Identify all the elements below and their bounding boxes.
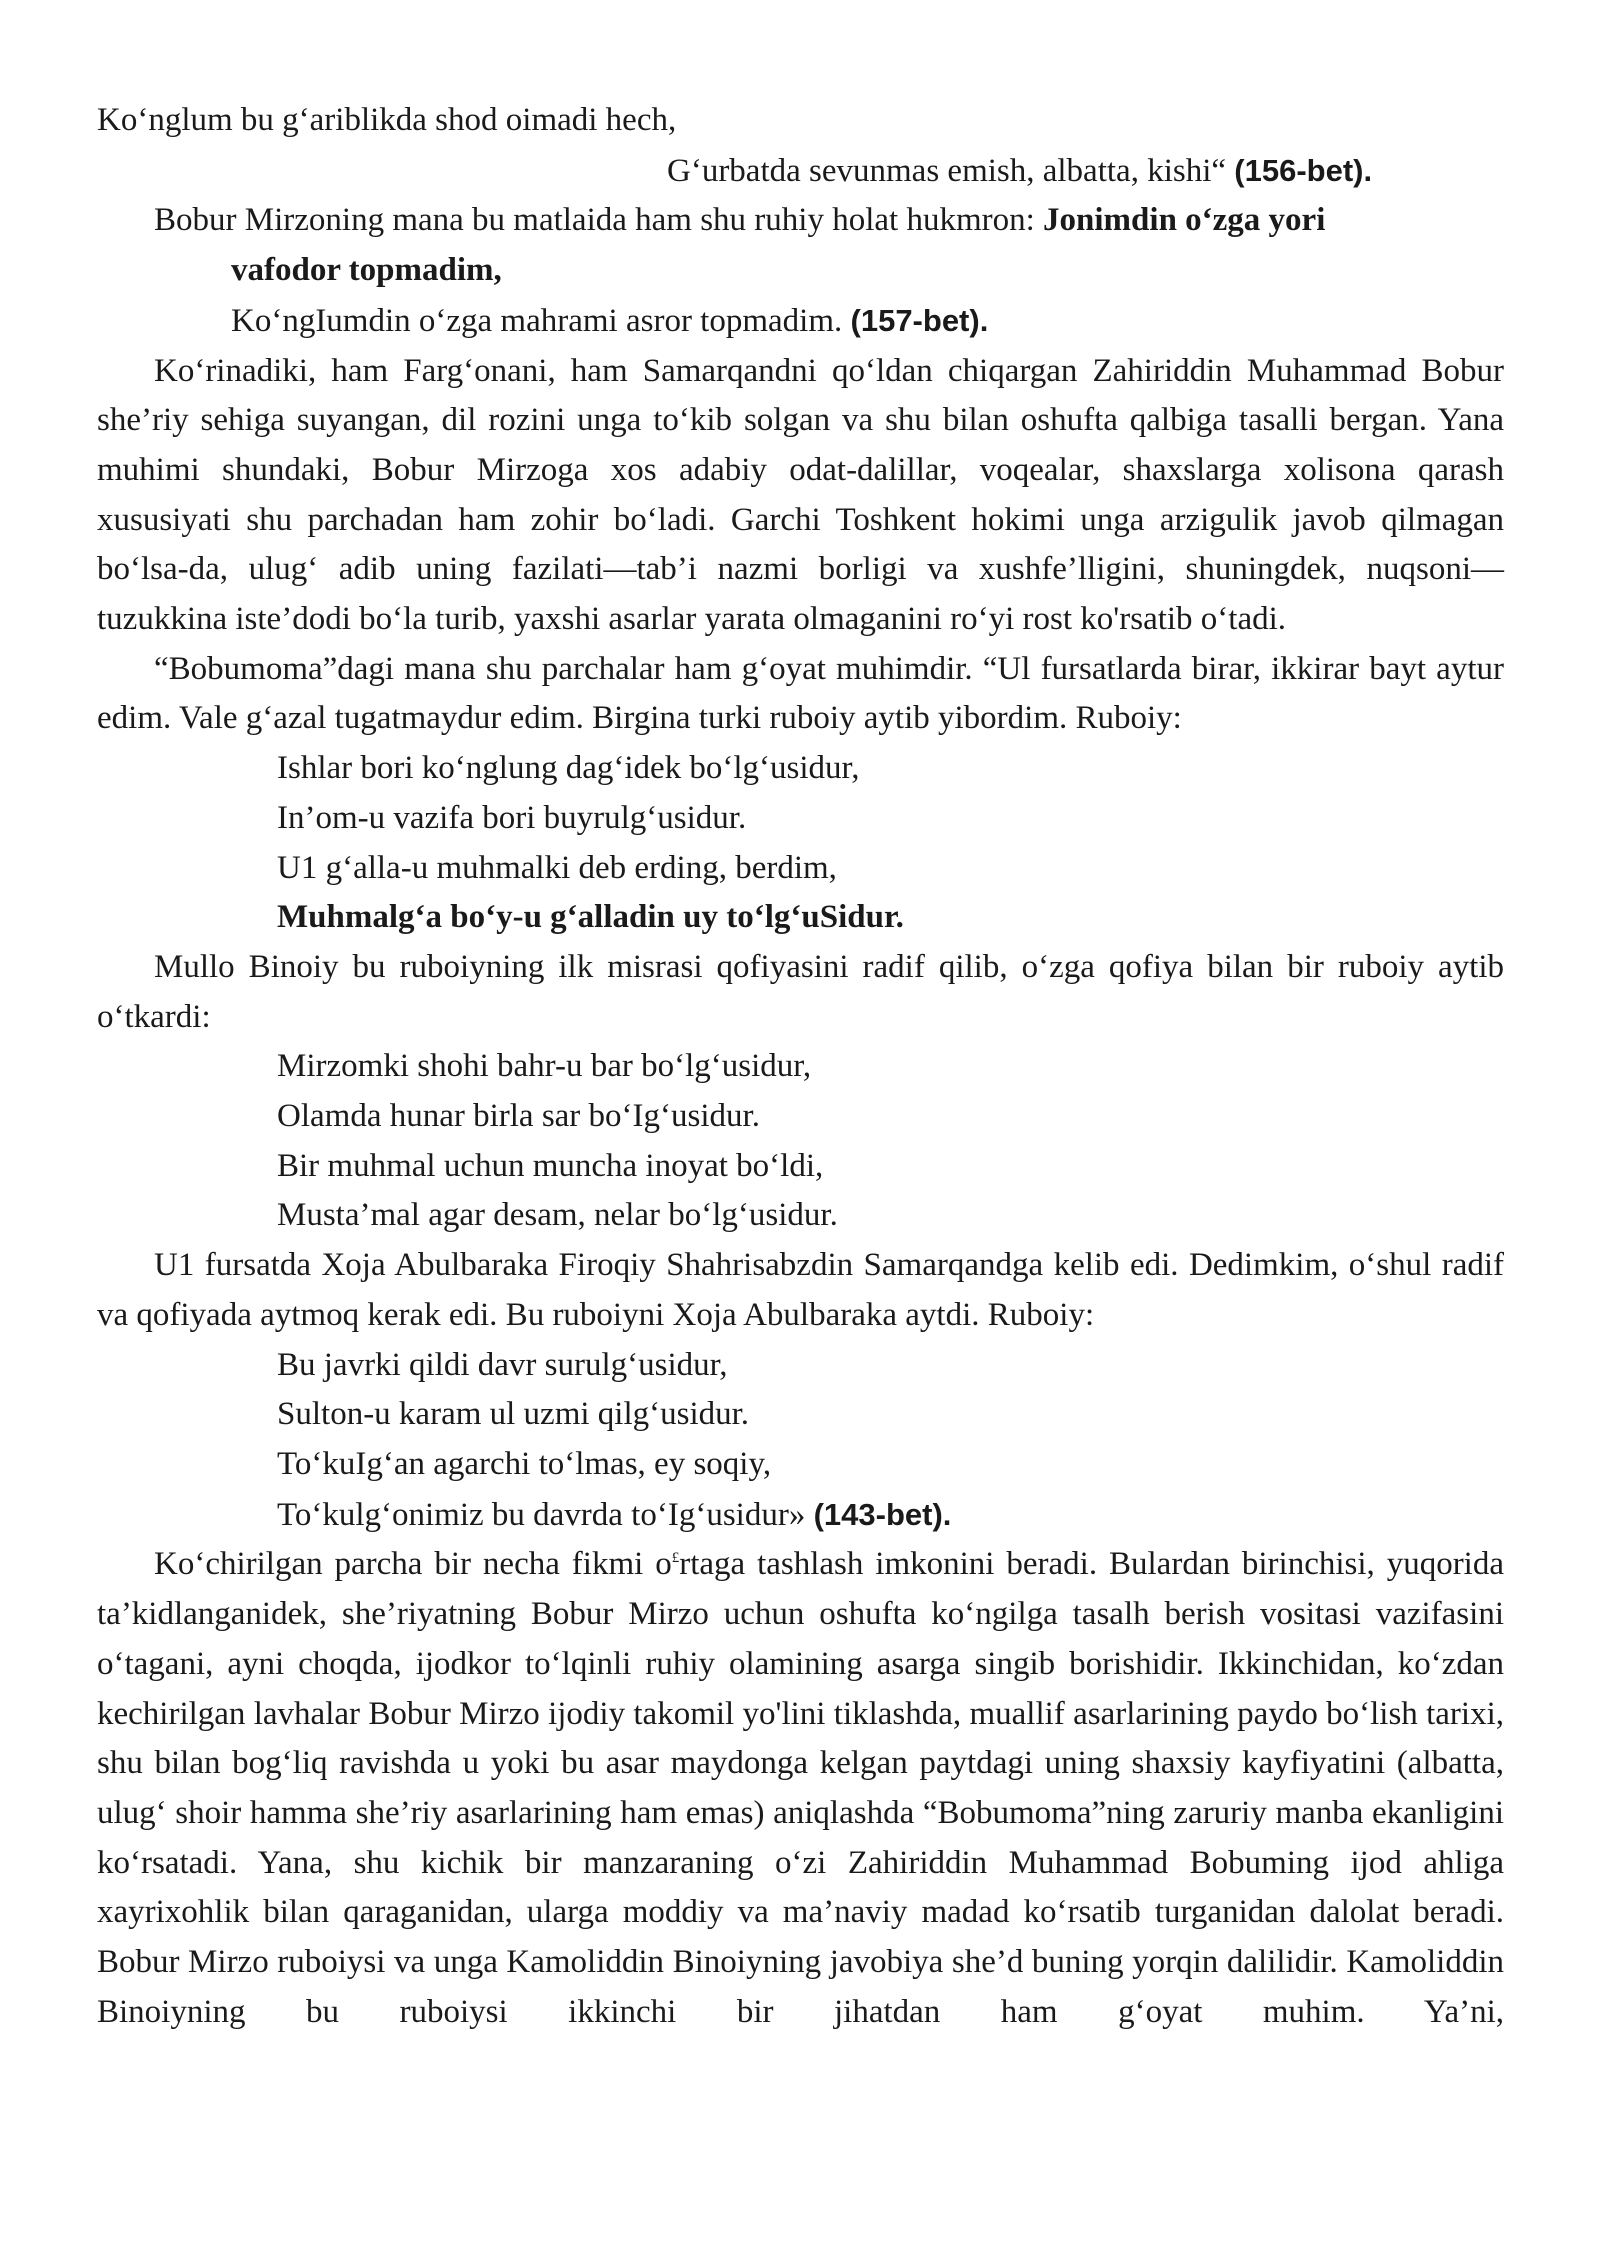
stray-mark: £ (671, 1550, 680, 1567)
verse-line: Bir muhmal uchun muncha inoyat bo‘ldi, (277, 1147, 824, 1184)
paragraph: Ko‘rinadiki, ham Farg‘onani, ham Samarqandni qo‘ldan chiqargan Zahiriddin Muhammad Bobur she’riy sehiga suyangan, dil rozini unga to‘kib solgan va shu bilan oshufta qalbiga tasalli bergan. Yana muhimi shundaki, Bobur Mirzoga xos adabiy odat-dalillar, voqealar, shaxslarga xolisona qarash xususiyati shu parchadan ham zohir bo‘ladi. Garchi Toshkent hokimi unga arzigulik javob qilmagan bo‘lsa-da, ulug‘ adib uning fazilati—tab’i nazmi borligi va xushfe’lligini, shuningdek, nuqsoni—tuzukkina iste’dodi bo‘la turib, yaxshi asarlar yarata olmaganini ro‘yi rost ko'rsatib o‘tadi. (97, 352, 1504, 638)
page-reference: (143-bet). (813, 1496, 952, 1532)
page-reference: (156-bet). (1234, 152, 1373, 188)
verse-line: Ko‘ngIumdin o‘zga mahrami asror topmadim. (157-bet). (231, 302, 989, 339)
paragraph: “Bobumoma”dagi mana shu parchalar ham g‘oyat muhimdir. “Ul fursatlarda birar, ikkirar bayt aytur edim. Vale g‘azal tugatmaydur edim. Birgina turki ruboiy aytib yibordim. Ruboiy: (97, 650, 1504, 737)
verse-line: To‘kuIg‘an agarchi to‘lmas, ey soqiy, (277, 1445, 772, 1482)
verse-line: G‘urbatda sevunmas emish, albatta, kishi“ (156-bet). (667, 152, 1373, 189)
verse-line: Bu javrki qildi davr surulg‘usidur, (277, 1346, 728, 1383)
verse-line: U1 g‘alla-u muhmalki deb erding, berdim, (277, 849, 837, 886)
verse-line: Olamda hunar birla sar bo‘Ig‘usidur. (277, 1098, 760, 1135)
verse-line: Mirzomki shohi bahr-u bar bo‘lg‘usidur, (277, 1048, 812, 1085)
verse-line: Sulton-u karam ul uzmi qilg‘usidur. (277, 1396, 750, 1433)
verse-line: Ishlar bori ko‘nglung dag‘idek bo‘lg‘usidur, (277, 750, 860, 787)
verse-line: To‘kulg‘onimiz bu davrda to‘Ig‘usidur» (143-bet). (277, 1496, 952, 1533)
verse-line: In’om-u vazifa bori buyrulg‘usidur. (277, 799, 747, 836)
quoted-verse: Jonimdin o‘zga yori (1043, 202, 1326, 239)
paragraph: U1 fursatda Xoja Abulbaraka Firoqiy Shahrisabzdin Samarqandga kelib edi. Dedimkim, o‘shul radif va qofiyada aytmoq kerak edi. Bu ruboiyni Xoja Abulbaraka aytdi. Ruboiy: (97, 1247, 1504, 1333)
verse-line: vafodor topmadim, (231, 252, 502, 289)
paragraph: Mullo Binoiy bu ruboiyning ilk misrasi qofiyasini radif qilib, o‘zga qofiya bilan bir ruboiy aytib o‘tkardi: (97, 948, 1504, 1035)
verse-line: Muhmalg‘a bo‘y-u g‘alladin uy to‘lg‘uSidur. (277, 899, 904, 936)
verse-line: Ko‘nglum bu g‘ariblikda shod oimadi hech, (97, 102, 677, 138)
verse-line: Musta’mal agar desam, nelar bo‘lg‘usidur. (277, 1197, 838, 1234)
paragraph-line: Bobur Mirzoning mana bu matlaida ham shu ruhiy holat hukmron: Jonimdin o‘zga yori (154, 202, 1326, 239)
page-reference: (157-bet). (850, 302, 989, 338)
paragraph: Ko‘chirilgan parcha bir necha fikmi o£rtaga tashlash imkonini beradi. Bulardan birinchisi, yuqorida ta’kidlanganidek, she’riyatning Bobur Mirzo uchun oshufta ko‘ngilga tasalh berish vositasi vazifasini o‘tagani, ayni choqda, ijodkor to‘lqinli ruhiy olamining asarga singib borishidir. Ikkinchidan, ko‘zdan kechirilgan lavhalar Bobur Mirzo ijodiy takomil yo'lini tiklashda, muallif asarlarining paydo bo‘lish tarixi, shu bilan bog‘liq ravishda u yoki bu asar maydonga kelgan paytdagi uning shaxsiy kayfiyatini (albatta, ulug‘ shoir hamma she’riy asarlarining ham emas) aniqlashda “Bobumoma”ning zaruriy manba ekanligini ko‘rsatadi. Yana, shu kichik bir manzaraning o‘zi Zahiriddin Muhammad Bobuming ijod ahliga xayrixohlik bilan qaraganidan, ularga moddiy va ma’naviy madad ko‘rsatib turganidan dalolat beradi. Bobur Mirzo ruboiysi va unga Kamoliddin Binoiyning javobiya she’d buning yorqin dalilidir. Kamoliddin Binoiyning bu ruboiysi ikkinchi bir jihatdan ham g‘oyat muhim. Ya’ni, (97, 1546, 1504, 2030)
